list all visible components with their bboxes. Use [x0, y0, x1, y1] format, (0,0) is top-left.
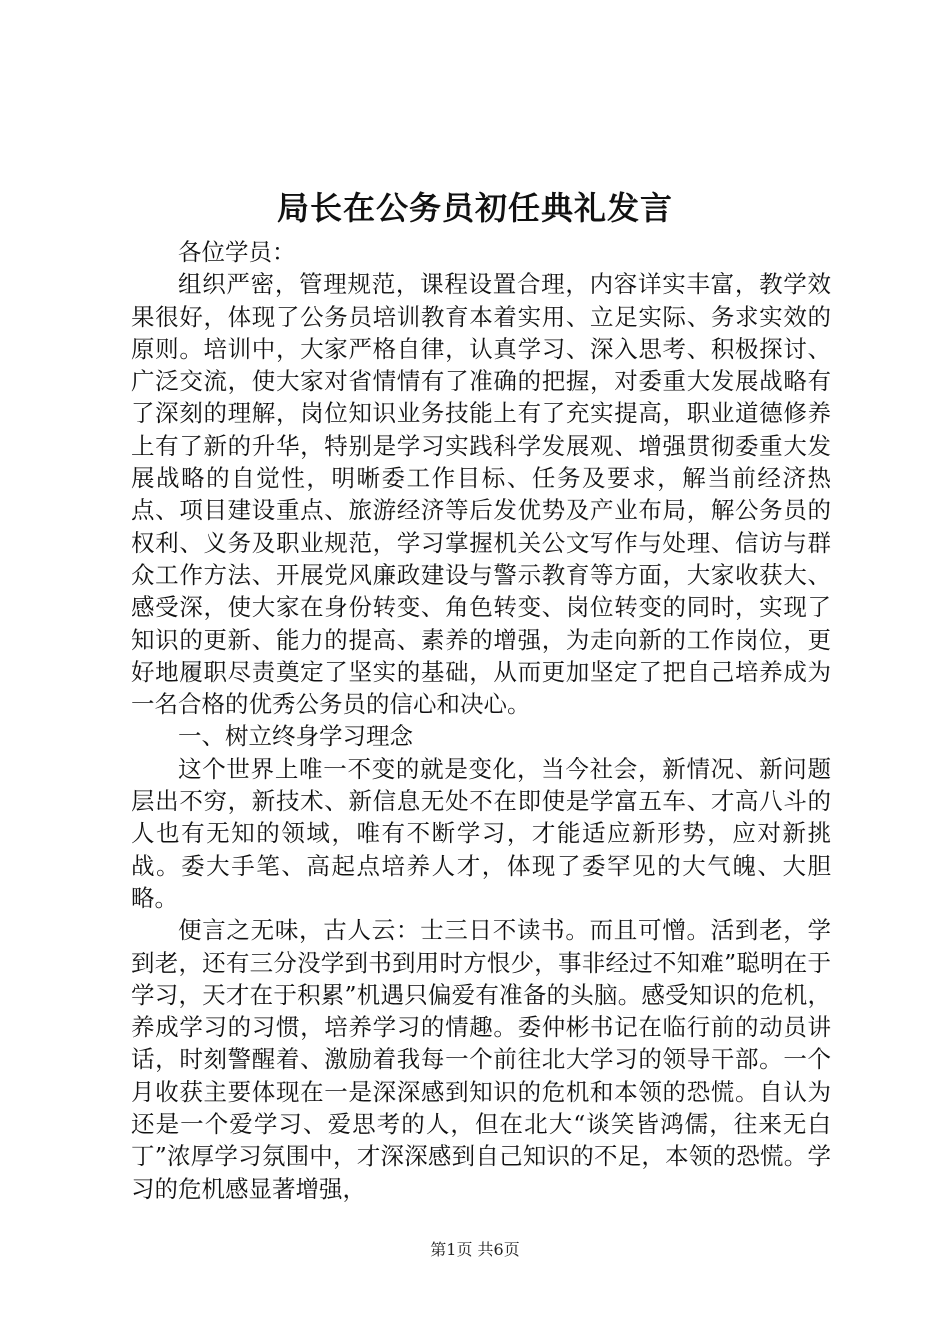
page-footer: 第1页 共6页 — [430, 1240, 520, 1259]
salutation: 各位学员： — [178, 238, 296, 266]
body-paragraph: 这个世界上唯一不变的就是变化，当今社会，新情况、新问题层出不穷，新技术、新信息无处不在即使是学富五车、才高八斗的人也有无知的领域，唯有不断学习，才能适应新形势，应对新挑战。委大手笔、高起点培养人才，体现了委罕见的大气魄、大胆略。 — [131, 754, 831, 912]
body-paragraph: 便言之无味，古人云：士三日不读书。而且可憎。活到老，学到老，还有三分没学到书到用时方恨少，事非经过不知难”聪明在于学习，天才在于积累”机遇只偏爱有准备的头脑。感受知识的危机，养成学习的习惯，培养学习的情趣。委仲彬书记在临行前的动员讲话，时刻警醒着、激励着我每一个前往北大学习的领导干部。一个月收获主要体现在一是深深感到知识的危机和本领的恐慌。自认为还是一个爱学习、爱思考的人，但在北大“谈笑皆鸿儒，往来无白丁”浓厚学习氛围中，才深深感到自己知识的不足，本领的恐慌。学习的危机感显著增强， — [131, 916, 831, 1203]
document-body — [131, 236, 831, 1205]
document-title: 局长在公务员初任典礼发言 — [276, 189, 673, 227]
body-paragraph: 组织严密，管理规范，课程设置合理，内容详实丰富，教学效果很好，体现了公务员培训教育本着实用、立足实际、务求实效的原则。培训中，大家严格自律，认真学习、深入思考、积极探讨、广泛交流，使大家对省情情有了准确的把握，对委重大发展战略有了深刻的理解，岗位知识业务技能上有了充实提高，职业道德修养上有了新的升华，特别是学习实践科学发展观、增强贯彻委重大发展战略的自觉性，明晰委工作目标、任务及要求，解当前经济热点、项目建设重点、旅游经济等后发优势及产业布局，解公务员的权利、义务及职业规范，学习掌握机关公文写作与处理、信访与群众工作方法、开展党风廉政建设与警示教育等方面，大家收获大、感受深，使大家在身份转变、角色转变、岗位转变的同时，实现了知识的更新、能力的提高、素养的增强，为走向新的工作岗位，更好地履职尽责奠定了坚实的基础，从而更加坚定了把自己培养成为一名合格的优秀公务员的信心和决心。 — [131, 270, 831, 719]
section-heading: 一、树立终身学习理念 — [178, 722, 413, 751]
